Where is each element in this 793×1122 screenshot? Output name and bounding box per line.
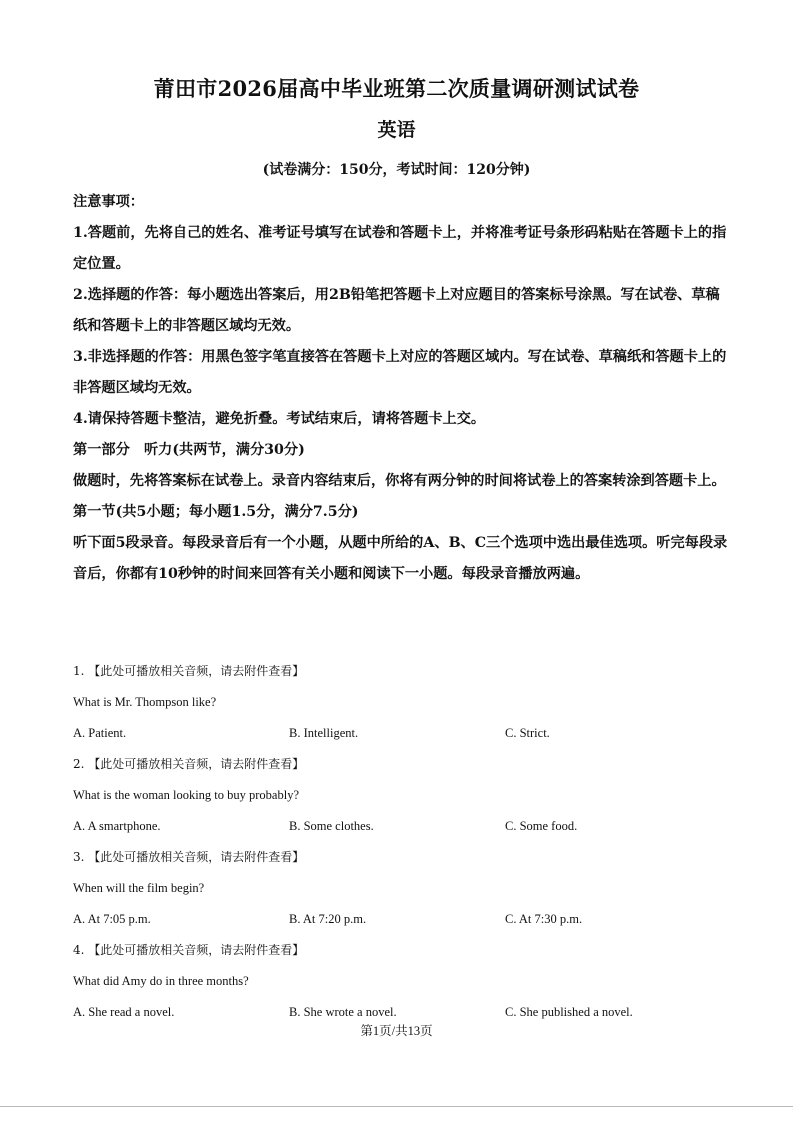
notice-item-4: 4.请保持答题卡整洁，避免折叠。考试结束后，请将答题卡上交。	[73, 411, 486, 427]
option-a: A. Patient.	[73, 726, 127, 740]
options-row	[73, 904, 733, 935]
option-b: B. Intelligent.	[289, 726, 359, 740]
section1-heading: 第一节(共5小题；每小题1.5分，满分7.5分)	[73, 504, 359, 520]
question-text: What is the woman looking to buy probably?	[73, 788, 300, 802]
instructions-block	[73, 187, 733, 590]
option-b: B. She wrote a novel.	[289, 1005, 397, 1019]
audio-placeholder[interactable]: 2. 【此处可播放相关音频，请去附件查看】	[73, 757, 305, 771]
question-list	[73, 656, 733, 1028]
question-text: What did Amy do in three months?	[73, 974, 249, 988]
option-a: A. She read a novel.	[73, 1005, 175, 1019]
option-c: C. Some food.	[505, 819, 578, 833]
option-b: B. At 7:20 p.m.	[289, 912, 367, 926]
exam-title: 莆田市2026届高中毕业班第二次质量调研测试试卷	[153, 76, 640, 101]
page-number: 第1页/共13页	[360, 1024, 433, 1038]
notice-item-2: 2.选择题的作答：每小题选出答案后，用2B铅笔把答题卡上对应题目的答案标号涂黑。写在试卷、草稿纸和答题卡上的非答题区域均无效。	[73, 287, 720, 334]
section1-instruction: 听下面5段录音。每段录音后有一个小题，从题中所给的A、B、C三个选项中选出最佳选项。听完每段录音后，你都有10秒钟的时间来回答有关小题和阅读下一小题。每段录音播放两遍。	[73, 535, 728, 582]
option-c: C. Strict.	[505, 726, 550, 740]
option-c: C. At 7:30 p.m.	[505, 912, 583, 926]
exam-info: (试卷满分：150分，考试时间：120分钟)	[262, 162, 531, 178]
question-text: What is Mr. Thompson like?	[73, 695, 217, 709]
notice-heading: 注意事项：	[73, 194, 144, 210]
audio-placeholder[interactable]: 4. 【此处可播放相关音频，请去附件查看】	[73, 943, 305, 957]
part1-heading: 第一部分 听力(共两节，满分30分)	[73, 442, 305, 458]
option-c: C. She published a novel.	[505, 1005, 633, 1019]
page-divider	[0, 1106, 793, 1107]
question-text: When will the film begin?	[73, 881, 205, 895]
options-row	[73, 811, 733, 842]
audio-placeholder[interactable]: 3. 【此处可播放相关音频，请去附件查看】	[73, 850, 305, 864]
part1-instruction: 做题时，先将答案标在试卷上。录音内容结束后，你将有两分钟的时间将试卷上的答案转涂到答题卡上。	[73, 473, 726, 489]
audio-placeholder[interactable]: 1. 【此处可播放相关音频，请去附件查看】	[73, 664, 305, 678]
notice-item-1: 1.答题前，先将自己的姓名、准考证号填写在试卷和答题卡上，并将准考证号条形码粘贴在答题卡上的指定位置。	[73, 225, 727, 272]
subject-title: 英语	[377, 119, 416, 141]
options-row	[73, 718, 733, 749]
notice-item-3: 3.非选择题的作答：用黑色签字笔直接答在答题卡上对应的答题区域内。写在试卷、草稿纸和答题卡上的非答题区域均无效。	[73, 349, 727, 396]
option-a: A. At 7:05 p.m.	[73, 912, 151, 926]
option-a: A. A smartphone.	[73, 819, 161, 833]
option-b: B. Some clothes.	[289, 819, 374, 833]
